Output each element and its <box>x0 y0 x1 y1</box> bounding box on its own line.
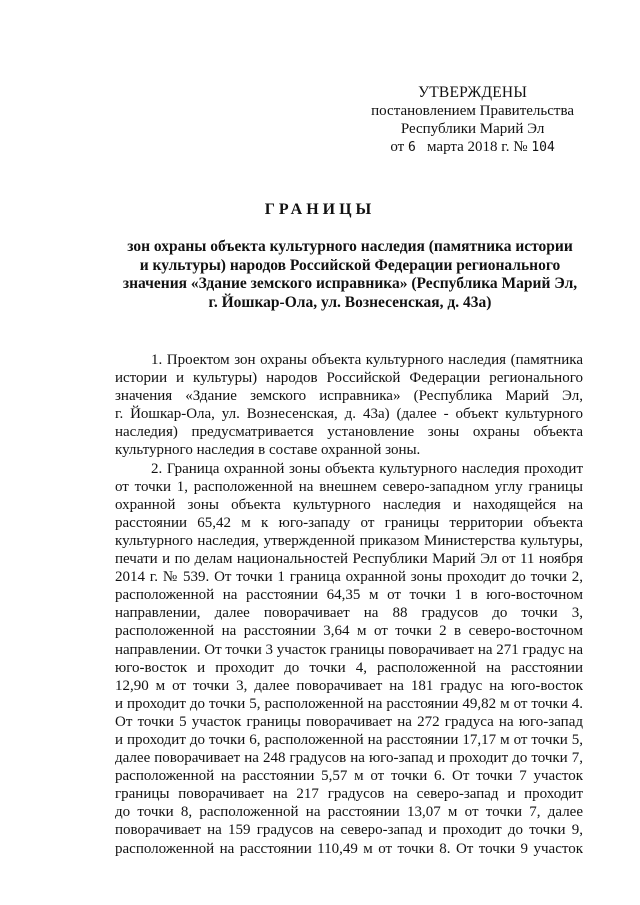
text-line: юго-восток и проходит до точки 4, расположенной на расстоянии <box>115 659 583 676</box>
text-line: наследия) предусматривается установление зоны охраны объекта <box>115 424 583 441</box>
text-line: печати и по делам национальностей Республики Марий Эл от 11 ноября <box>115 551 583 568</box>
approval-date-line <box>371 138 574 157</box>
text-line: От точки 5 участок границы поворачивает на 272 градуса на юго-запад <box>115 713 583 730</box>
document-body <box>115 351 583 858</box>
decree-number: 104 <box>531 140 555 155</box>
text-line: 1. Проектом зон охраны объекта культурного наследия (памятника <box>151 352 583 368</box>
text-line: 2. Граница охранной зоны объекта культурного наследия проходит <box>151 460 583 477</box>
approval-block <box>371 84 574 157</box>
text-line: и проходит до точки 6, расположенной на расстоянии 17,17 м от точки 5, <box>115 731 583 748</box>
date-day: 6 <box>407 140 416 155</box>
paragraph-1 <box>115 351 583 460</box>
text-line: 2014 г. № 539. От точки 1 граница охранной зоны проходит до точки 2, <box>115 569 583 586</box>
text-line: расположенной на расстоянии 3,64 м от точки 2 в северо-восточном <box>115 623 583 640</box>
text-line: от точки 1, расположенной на внешнем северо-западном углу границы <box>115 478 583 495</box>
date-month-year: марта 2018 г. № <box>427 139 528 155</box>
subtitle-line: зон охраны объекта культурного наследия (памятника истории <box>127 238 573 255</box>
approval-line-government: постановлением Правительства <box>371 103 574 119</box>
text-line: границы поворачивает на 217 градусов на северо-запад и проходит <box>115 786 583 803</box>
document-title: ГРАНИЦЫ <box>264 201 376 218</box>
text-line: расположенной на расстоянии 110,49 м от точки 8. От точки 9 участок <box>115 840 583 857</box>
approval-heading: УТВЕРЖДЕНЫ <box>418 84 528 101</box>
text-line: охранной зоны объекта культурного наследия и находящейся на <box>115 496 583 513</box>
date-prefix: от <box>390 139 405 155</box>
text-line: расположенной на расстоянии 64,35 м от точки 1 в юго-восточном <box>115 587 583 604</box>
document-subtitle <box>110 238 590 312</box>
text-line: культурного наследия в составе охранной зоны. <box>115 442 421 459</box>
subtitle-line: и культуры) народов Российской Федерации регионального <box>139 256 561 274</box>
text-line: расстоянии 65,42 м к юго-западу от границы территории объекта <box>115 514 583 531</box>
subtitle-line: г. Йошкар-Ола, ул. Вознесенская, д. 43а) <box>208 293 492 311</box>
text-line: расположенной на расстоянии 5,57 м от точки 6. От точки 7 участок <box>115 768 583 785</box>
text-line: 12,90 м от точки 3, далее поворачивает на 181 градус на юго-восток <box>115 677 583 694</box>
text-line: далее поворачивает на 248 градусов на юго-запад и проходит до точки 7, <box>115 750 583 767</box>
paragraph-2 <box>115 460 583 858</box>
approval-line-republic: Республики Марий Эл <box>400 121 545 137</box>
text-line: направлении, далее поворачивает на 88 градусов до точки 3, <box>115 605 583 622</box>
text-line: г. Йошкар-Ола, ул. Вознесенская, д. 43а) (далее - объект культурного <box>115 406 583 423</box>
subtitle-line: значения «Здание земского исправника» (Республика Марий Эл, <box>122 275 578 292</box>
text-line: направлении. От точки 3 участок границы поворачивает на 271 градус на <box>115 641 583 658</box>
text-line: истории и культуры) народов Российской Федерации регионального <box>115 370 583 387</box>
text-line: до точки 8, расположенной на расстоянии 13,07 м от точки 7, далее <box>115 804 583 821</box>
text-line: значения «Здание земского исправника» (Республика Марий Эл, <box>115 388 583 405</box>
text-line: и проходит до точки 5, расположенной на расстоянии 49,82 м от точки 4. <box>115 695 583 712</box>
text-line: поворачивает на 159 градусов на северо-запад и проходит до точки 9, <box>115 822 583 839</box>
text-line: культурного наследия, утвержденной приказом Министерства культуры, <box>115 532 583 549</box>
